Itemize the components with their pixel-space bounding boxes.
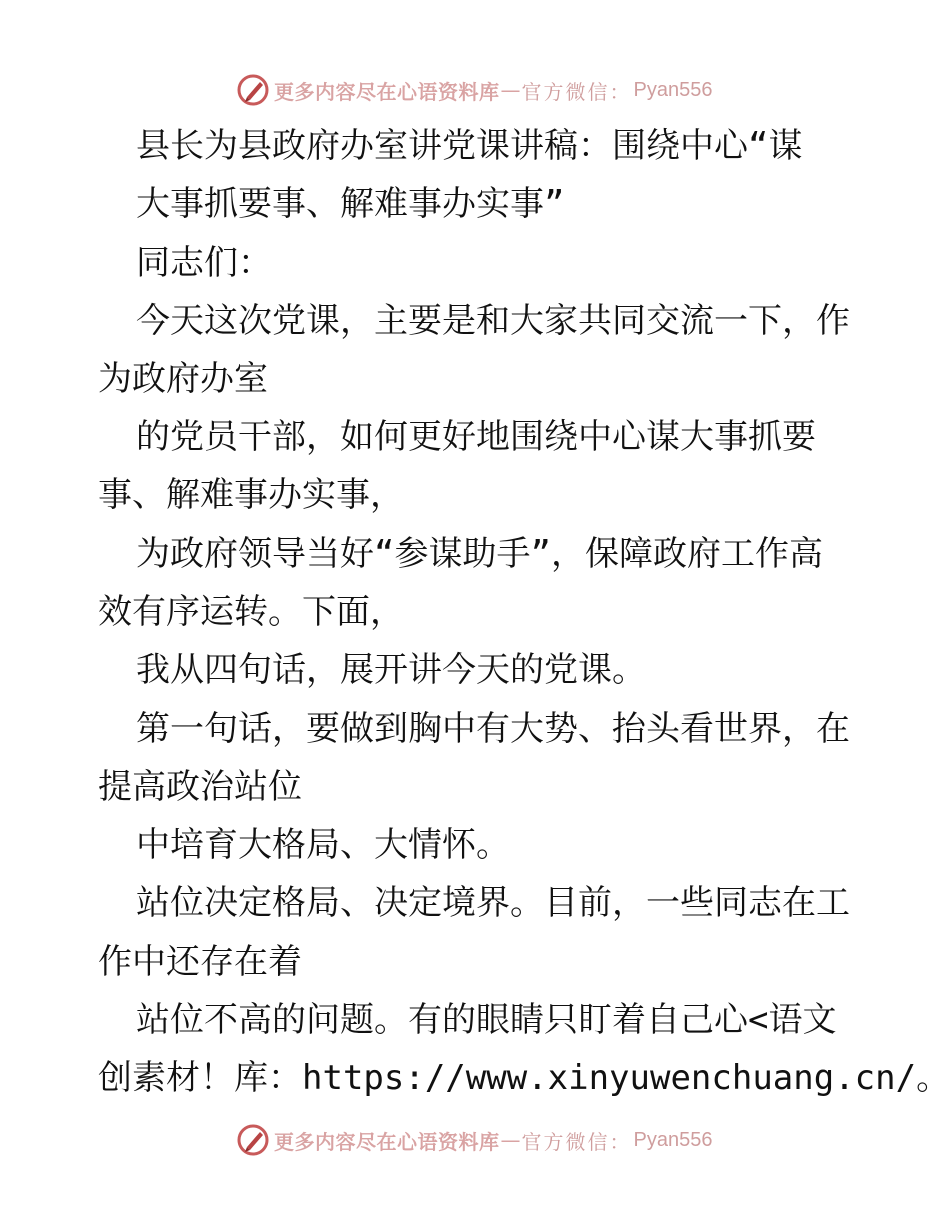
text-line: 站位不高的问题。有的眼睛只盯着自己心<语文 bbox=[136, 1000, 837, 1040]
title-line-2: 大事抓要事、解难事办实事” bbox=[136, 184, 565, 224]
banner-wechat-id: Pyan556 bbox=[633, 1128, 713, 1151]
banner-dash: — bbox=[500, 1128, 521, 1152]
salutation: 同志们： bbox=[136, 243, 272, 283]
title-line-1: 县长为县政府办室讲党课讲稿：围绕中心“谋 bbox=[136, 126, 803, 166]
banner-official-label: 官方微信： bbox=[521, 79, 632, 104]
text-line: 第一句话，要做到胸中有大势、抬头看世界，在 bbox=[136, 709, 850, 749]
text-line: 效有序运转。下面， bbox=[98, 592, 404, 632]
text-line: 提高政治站位 bbox=[98, 767, 302, 807]
pen-logo-icon bbox=[236, 73, 270, 107]
text-line: 事、解难事办实事， bbox=[98, 475, 404, 515]
text-line: 为政府领导当好“参谋助手”，保障政府工作高 bbox=[136, 534, 823, 574]
banner-wechat-id: Pyan556 bbox=[633, 78, 713, 101]
text-line: 中培育大格局、大情怀。 bbox=[136, 825, 510, 865]
banner-brand-text: 更多内容尽在心语资料库 bbox=[274, 79, 500, 104]
pen-logo-icon bbox=[236, 1123, 270, 1157]
text-line: 创素材！库：https://www.xinyuwenchuang.cn/。 bbox=[98, 1058, 950, 1098]
text-line: 我从四句话，展开讲今天的党课。 bbox=[136, 650, 646, 690]
text-line: 的党员干部，如何更好地围绕中心谋大事抓要 bbox=[136, 417, 816, 457]
text-line: 站位决定格局、决定境界。目前，一些同志在工 bbox=[136, 883, 850, 923]
footer-watermark-banner bbox=[0, 1120, 950, 1160]
banner-dash: — bbox=[500, 78, 521, 102]
text-line: 今天这次党课，主要是和大家共同交流一下，作 bbox=[136, 301, 850, 341]
text-line: 作中还存在着 bbox=[98, 942, 302, 982]
banner-brand-text: 更多内容尽在心语资料库 bbox=[274, 1129, 500, 1154]
header-watermark-banner bbox=[0, 70, 950, 110]
banner-official-label: 官方微信： bbox=[521, 1129, 632, 1154]
text-line: 为政府办室 bbox=[98, 359, 268, 399]
